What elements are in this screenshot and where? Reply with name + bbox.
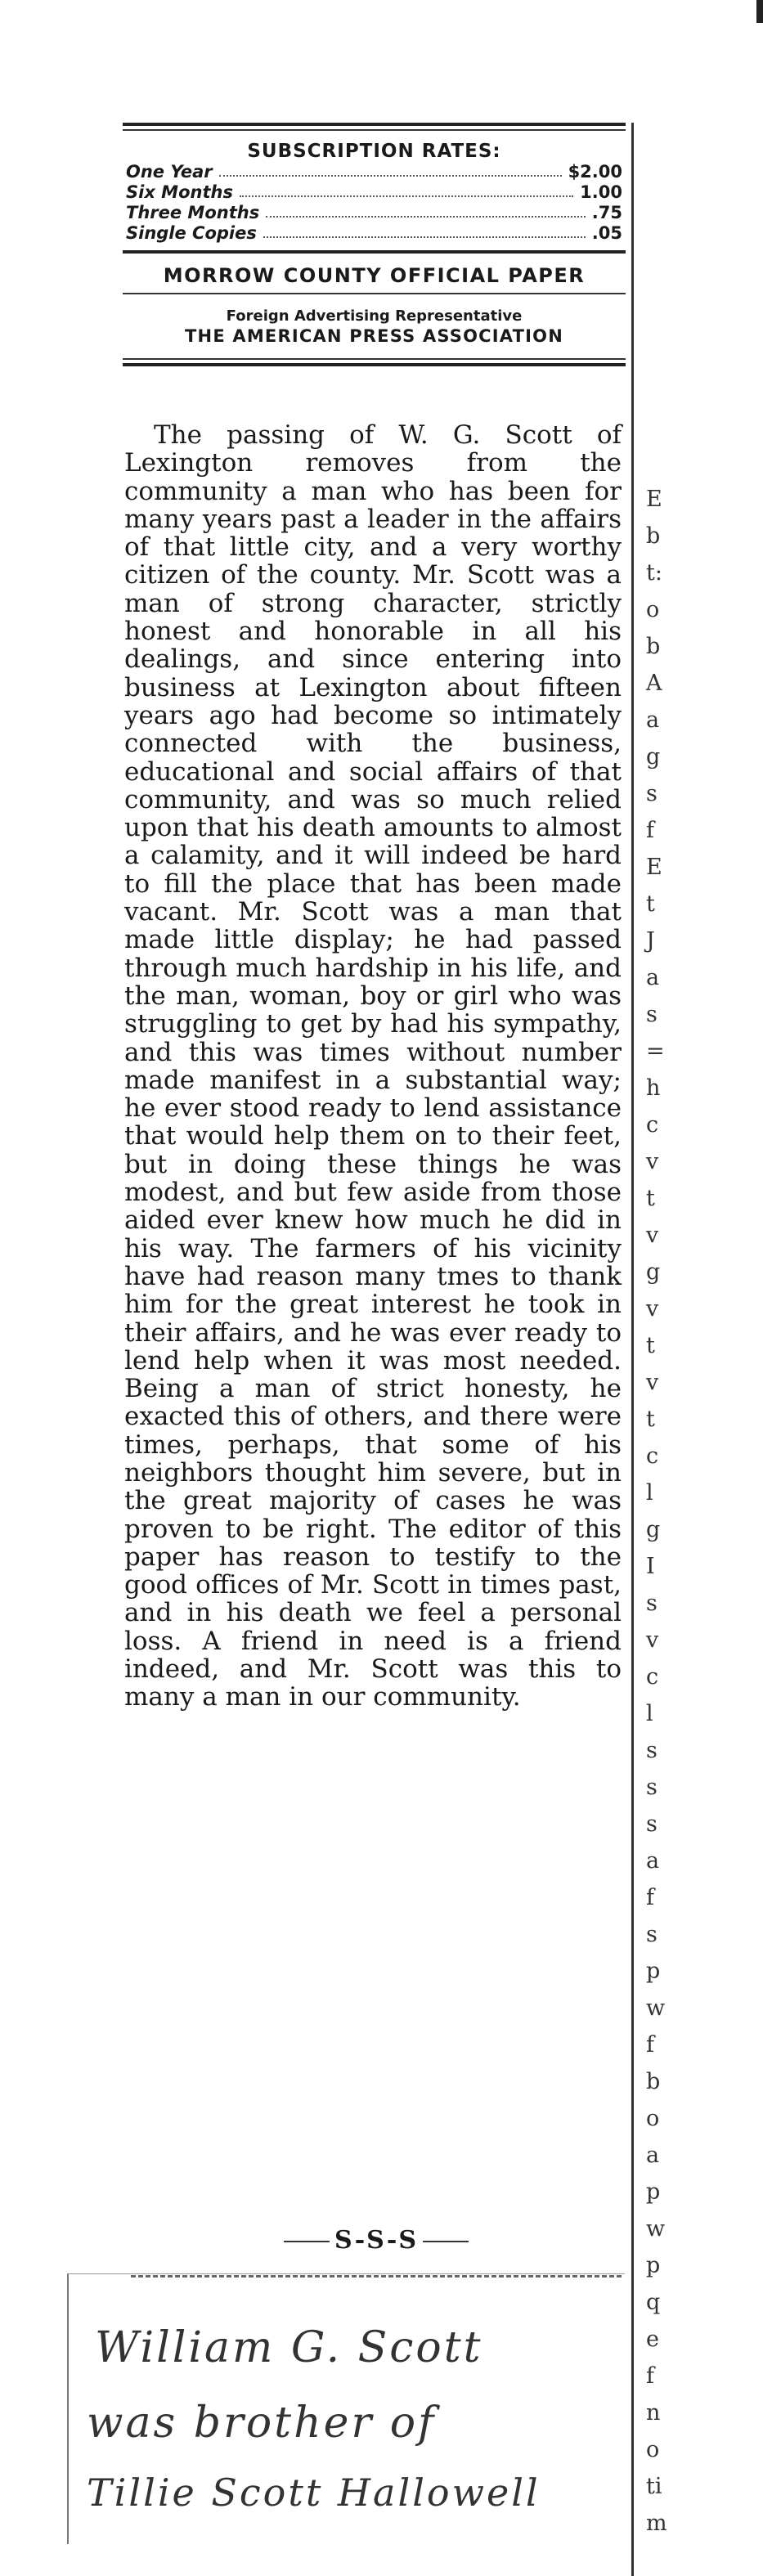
rate-row <box>123 223 626 244</box>
rate-price: .75 <box>591 203 622 222</box>
adjacent-column-letter: g <box>646 1517 661 1542</box>
adjacent-column-letter: g <box>646 744 661 770</box>
rate-price: $2.00 <box>568 162 622 182</box>
handwritten-note-line: William G. Scott <box>95 2323 483 2372</box>
rate-label: Single Copies <box>126 223 257 243</box>
rate-leader <box>219 162 562 177</box>
subscription-title: SUBSCRIPTION RATES: <box>247 141 501 162</box>
handwritten-note <box>67 2273 625 2544</box>
article-separator: S-S-S <box>278 2226 474 2255</box>
advertising-representative: Foreign Advertising Representative <box>226 307 523 325</box>
adjacent-column-letter: m <box>646 2511 667 2536</box>
adjacent-column-letter: s <box>646 1922 658 1947</box>
adjacent-column-letter: h <box>646 1075 661 1101</box>
adjacent-column-letter: J <box>646 928 655 954</box>
rate-leader <box>266 203 586 218</box>
adjacent-column-letter: v <box>646 1223 659 1248</box>
adjacent-column-letter: A <box>646 671 662 696</box>
adjacent-column-letter: c <box>646 1443 659 1469</box>
masthead-top-rule-thin <box>123 129 626 131</box>
adjacent-column-letter: o <box>646 2106 660 2131</box>
handwritten-note-line: Tillie Scott Hallowell <box>87 2471 541 2515</box>
adjacent-column-letter: v <box>646 1149 659 1174</box>
adjacent-column-letter: a <box>646 965 660 990</box>
rate-row <box>123 203 626 223</box>
press-association: THE AMERICAN PRESS ASSOCIATION <box>185 326 563 346</box>
adjacent-column-letter: b <box>646 2069 661 2094</box>
column-rule <box>631 123 634 2576</box>
adjacent-column-letter: b <box>646 634 661 659</box>
rate-leader <box>240 182 573 197</box>
adjacent-column-letter: l <box>646 1701 653 1726</box>
adjacent-column-letter: c <box>646 1664 659 1690</box>
masthead-mid-rule-thin <box>123 293 626 294</box>
adjacent-column-letter: v <box>646 1627 659 1653</box>
rate-row <box>123 182 626 203</box>
adjacent-column-letter: o <box>646 597 660 622</box>
adjacent-column-letter: s <box>646 1811 658 1837</box>
adjacent-column-letter: p <box>646 2179 661 2205</box>
rate-label: One Year <box>126 162 213 182</box>
adjacent-column-letter: I <box>646 1554 655 1579</box>
adjacent-column-letter: v <box>646 1296 659 1322</box>
official-paper-notice: MORROW COUNTY OFFICIAL PAPER <box>163 264 586 287</box>
adjacent-column-letter: f <box>646 818 654 843</box>
adjacent-column-letter: E <box>646 855 662 880</box>
adjacent-column-letter: n <box>646 2400 661 2426</box>
adjacent-column-letter: t: <box>646 560 662 586</box>
adjacent-column-letter: ti <box>646 2474 662 2499</box>
handwritten-note-line: was brother of <box>87 2399 437 2448</box>
adjacent-column-letter: p <box>646 1959 661 1984</box>
rate-label: Six Months <box>126 182 233 202</box>
adjacent-column-letter: a <box>646 1848 660 1874</box>
adjacent-column-letter: t <box>646 891 655 917</box>
adjacent-column-letter: g <box>646 1259 661 1285</box>
rate-label: Three Months <box>126 203 260 222</box>
corner-mark <box>756 0 763 23</box>
adjacent-column-letter: t <box>646 1333 655 1358</box>
adjacent-column-letter: f <box>646 2363 654 2389</box>
adjacent-column-letter: q <box>646 2290 661 2315</box>
adjacent-column-letter: f <box>646 2032 654 2058</box>
adjacent-column-letter: f <box>646 1885 654 1910</box>
adjacent-column-letter: s <box>646 781 658 806</box>
adjacent-column-letter: s <box>646 1002 658 1027</box>
adjacent-column-letter: b <box>646 523 661 549</box>
adjacent-column-letter: E <box>646 487 662 512</box>
masthead-bottom-rule <box>123 363 626 366</box>
adjacent-column-letter: o <box>646 2437 660 2462</box>
adjacent-column-letter: l <box>646 1480 653 1506</box>
adjacent-column-letter: t <box>646 1407 655 1432</box>
adjacent-column-letter: s <box>646 1738 658 1763</box>
adjacent-column-letter: = <box>646 1039 665 1064</box>
adjacent-column-letter: c <box>646 1112 659 1138</box>
adjacent-column-letter: t <box>646 1186 655 1211</box>
adjacent-column-letter: a <box>646 707 660 733</box>
obituary-article: The passing of W. G. Scott of Lexington removes from the community a man who has been for many years past a leader in the affairs of that little city, and a very worthy citizen of the county. Mr. Scott was a man of strong character, strictly honest and honorable in all his dealings, and since entering into business at Lexington about fifteen years ago had become so intimately connected with the business, educational and social affairs of that community, and was so much relied upon that his death amounts to almost a calamity, and it will indeed be hard to fill the place that has been made vacant. Mr. Scott was a man that made little display; he had passed through much hardship in his life, and the man, woman, boy or girl who was struggling to get by had his sympathy, and this was times without number made manifest in a substantial way; he ever stood ready to lend assistance that would help them on to their feet, but in doing these things he was modest, and but few aside from those aided ever knew how much he did in his way. The farmers of his vicinity have had reason many tmes to thank him for the great interest he took in their affairs, and he was ever ready to lend help when it was most needed. Being a man of strict honesty, he exacted this of others, and there were times, perhaps, that some of his neighbors thought him severe, but in the great majority of cases he was proven to be right. The editor of this paper has reason to testify to the good offices of Mr. Scott in times past, and in his death we feel a personal loss. A friend in need is a friend indeed, and Mr. Scott was this to many a man in our community. <box>124 420 622 1712</box>
adjacent-column-letter: s <box>646 1591 658 1616</box>
rate-leader <box>263 223 586 238</box>
adjacent-column-letter: w <box>646 1995 666 2021</box>
adjacent-column-letter: s <box>646 1775 658 1800</box>
adjacent-column-letter: a <box>646 2143 660 2168</box>
masthead-mid-rule <box>123 250 626 254</box>
rate-price: 1.00 <box>580 182 622 202</box>
adjacent-column-letter: p <box>646 2253 661 2278</box>
adjacent-column-letter: w <box>646 2216 666 2242</box>
adjacent-column-letter: e <box>646 2327 659 2352</box>
rate-price: .05 <box>591 223 622 243</box>
rate-row <box>123 162 626 182</box>
masthead-box <box>123 123 626 366</box>
adjacent-column-letter: v <box>646 1370 659 1395</box>
